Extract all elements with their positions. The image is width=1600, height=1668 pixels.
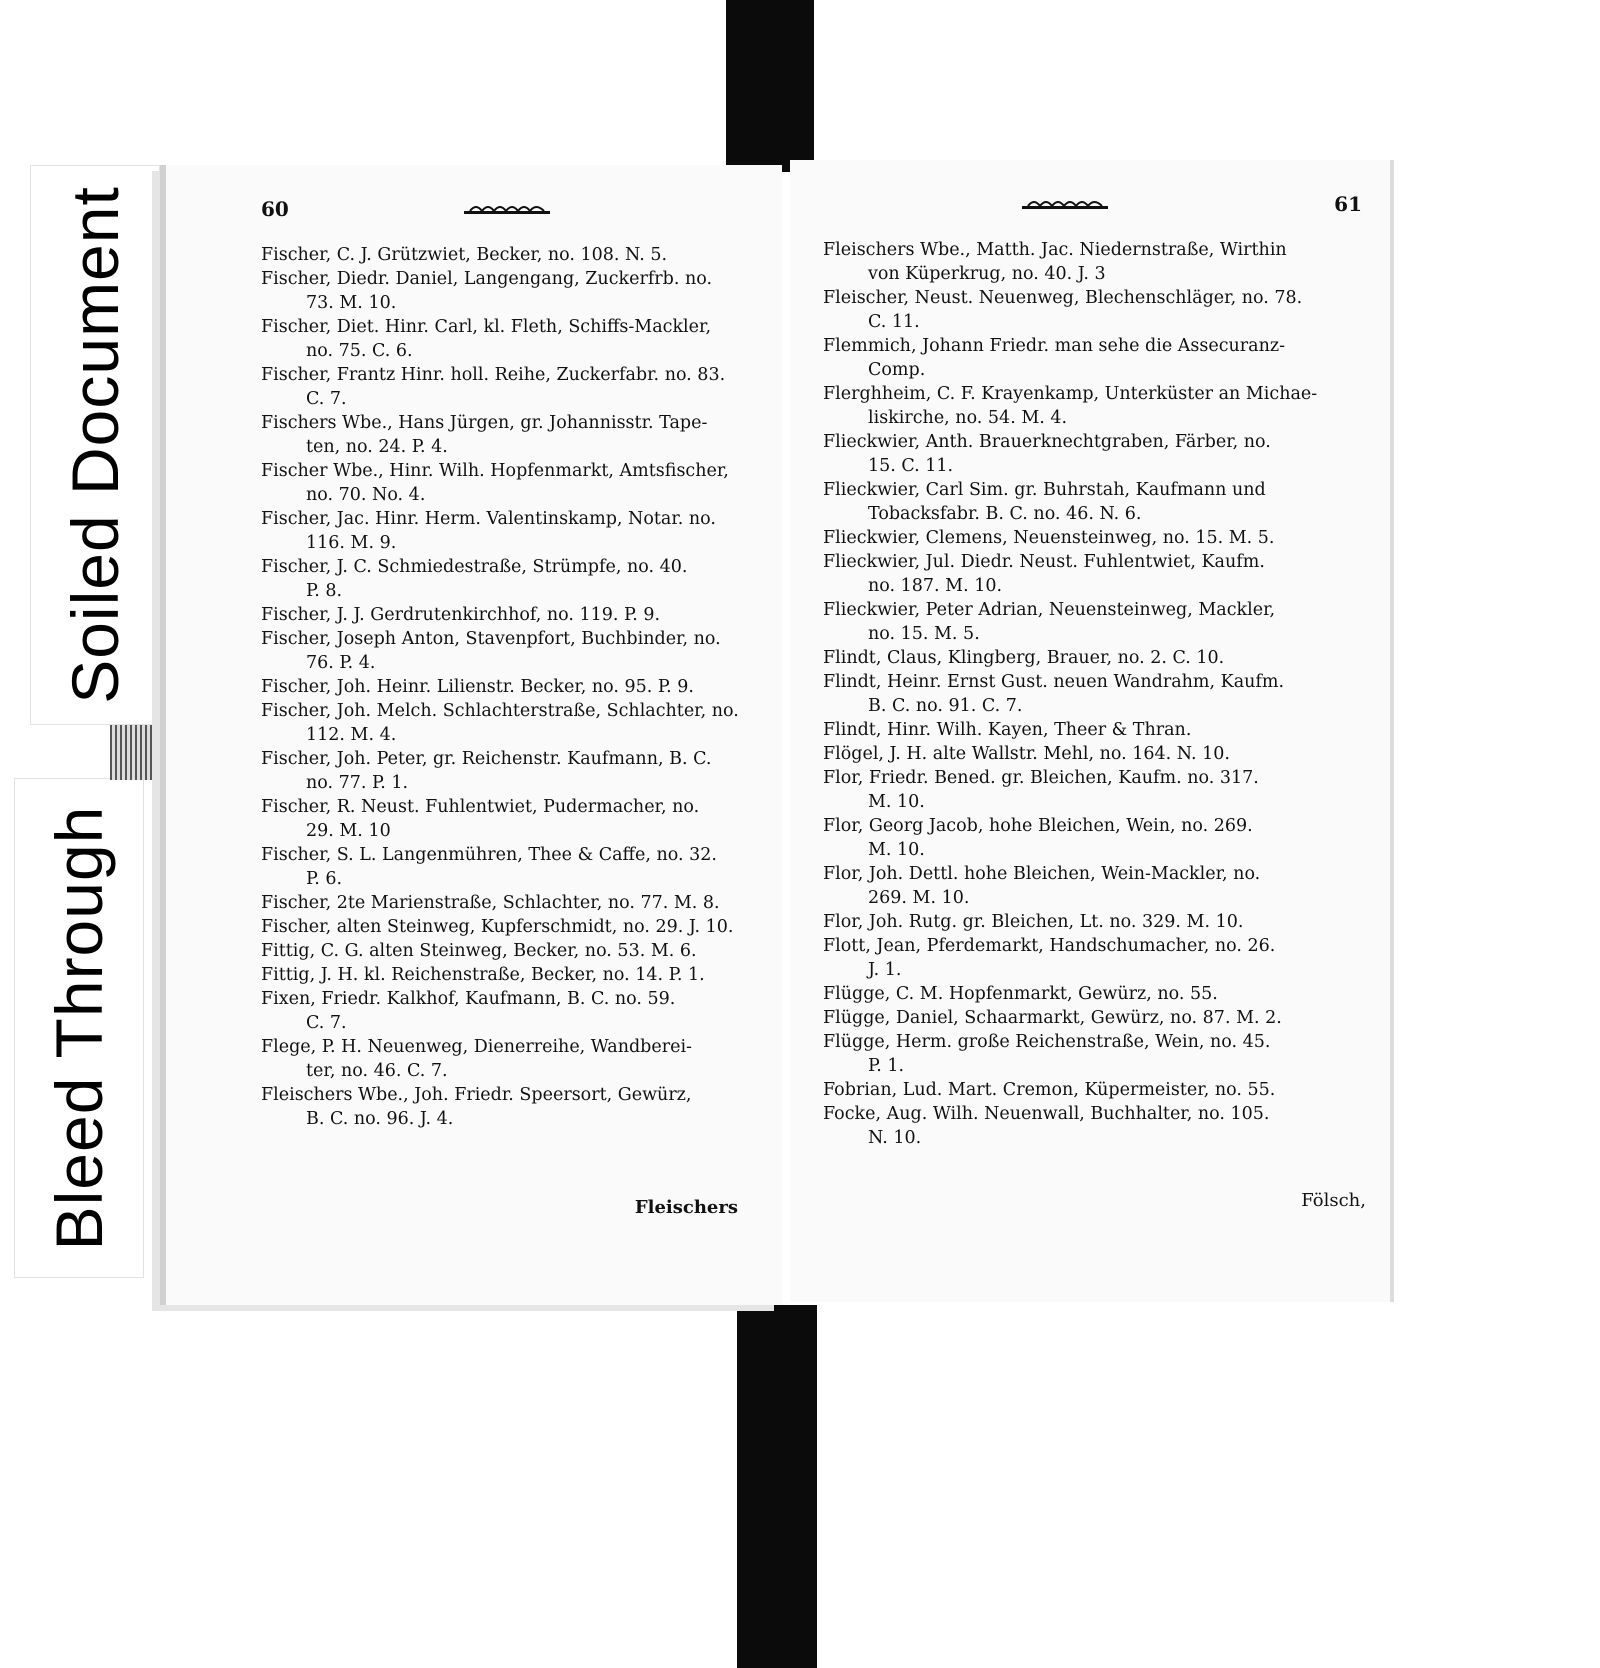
left-catchword: Fleischers xyxy=(634,1197,738,1218)
directory-entry xyxy=(261,963,751,987)
entry-continuation-line: no. 187. M. 10. xyxy=(868,576,1003,596)
entry-line: Flott, Jean, Pferdemarkt, Handschumacher, no. 26. xyxy=(823,936,1276,956)
entry-continuation-line: Comp. xyxy=(868,360,926,380)
entry-line: Fischer, Joh. Peter, gr. Reichenstr. Kaufmann, B. C. xyxy=(261,749,712,769)
directory-entry xyxy=(823,814,1313,862)
entry-continuation-line: M. 10. xyxy=(868,840,925,860)
entry-continuation-line: 112. M. 4. xyxy=(306,725,397,745)
directory-entry xyxy=(261,795,751,843)
directory-entry xyxy=(261,507,751,555)
entry-continuation-line: J. 1. xyxy=(868,960,902,980)
directory-entry xyxy=(823,1102,1313,1150)
entry-line: Flor, Georg Jacob, hohe Bleichen, Wein, no. 269. xyxy=(823,816,1253,836)
directory-entry xyxy=(261,627,751,675)
directory-entry xyxy=(261,747,751,795)
entry-continuation-line: no. 75. C. 6. xyxy=(306,341,413,361)
directory-entry xyxy=(823,670,1313,718)
directory-entry xyxy=(261,1035,751,1083)
directory-entry xyxy=(823,1006,1313,1030)
directory-entry xyxy=(261,411,751,459)
soiled-document-label xyxy=(30,165,160,725)
entry-continuation-line: 269. M. 10. xyxy=(868,888,970,908)
right-entries-list xyxy=(823,238,1318,1150)
entry-continuation-line: 15. C. 11. xyxy=(868,456,954,476)
directory-entry xyxy=(823,550,1313,598)
directory-entry xyxy=(261,843,751,891)
entry-continuation-line: M. 10. xyxy=(868,792,925,812)
entry-line: Fleischers Wbe., Matth. Jac. Niedernstraße, Wirthin xyxy=(823,240,1287,260)
directory-entry xyxy=(261,1083,751,1131)
directory-entry xyxy=(261,363,751,411)
entry-line: Fischer, R. Neust. Fuhlentwiet, Pudermacher, no. xyxy=(261,797,700,817)
entry-continuation-line: 76. P. 4. xyxy=(306,653,376,673)
entry-line: Flügge, C. M. Hopfenmarkt, Gewürz, no. 55. xyxy=(823,984,1218,1004)
directory-entry xyxy=(261,315,751,363)
entry-line: Flügge, Herm. große Reichenstraße, Wein, no. 45. xyxy=(823,1032,1271,1052)
entry-line: Flindt, Heinr. Ernst Gust. neuen Wandrahm, Kaufm. xyxy=(823,672,1285,692)
entry-line: Flieckwier, Peter Adrian, Neuensteinweg, Mackler, xyxy=(823,600,1276,620)
left-page xyxy=(160,165,782,1305)
entry-continuation-line: P. 1. xyxy=(868,1056,905,1076)
right-page-number: 61 xyxy=(1334,192,1362,216)
directory-entry xyxy=(823,526,1313,550)
directory-entry xyxy=(261,555,751,603)
left-page-number: 60 xyxy=(261,197,289,221)
directory-entry xyxy=(261,699,751,747)
directory-entry xyxy=(823,598,1313,646)
entry-continuation-line: C. 7. xyxy=(306,389,347,409)
entry-line: Fischers Wbe., Hans Jürgen, gr. Johannisstr. Tape- xyxy=(261,413,708,433)
entry-line: Fischer, Diet. Hinr. Carl, kl. Fleth, Schiffs-Mackler, xyxy=(261,317,712,337)
entry-line: Flor, Friedr. Bened. gr. Bleichen, Kaufm. no. 317. xyxy=(823,768,1259,788)
directory-entry xyxy=(823,382,1318,430)
directory-entry xyxy=(823,982,1313,1006)
entry-line: Flieckwier, Jul. Diedr. Neust. Fuhlentwiet, Kaufm. xyxy=(823,552,1265,572)
directory-entry xyxy=(823,1030,1313,1078)
entry-continuation-line: ten, no. 24. P. 4. xyxy=(306,437,448,457)
bleed-through-text: Bleed Through xyxy=(42,805,116,1251)
directory-entry xyxy=(823,910,1313,934)
directory-entry xyxy=(823,334,1313,382)
entry-continuation-line: B. C. no. 96. J. 4. xyxy=(306,1109,454,1129)
entry-line: Fischer, J. C. Schmiedestraße, Strümpfe, no. 40. xyxy=(261,557,688,577)
directory-entry xyxy=(261,603,751,627)
entry-continuation-line: P. 8. xyxy=(306,581,343,601)
entry-line: Fobrian, Lud. Mart. Cremon, Küpermeister, no. 55. xyxy=(823,1080,1276,1100)
bleed-through-label xyxy=(14,778,144,1278)
entry-line: Fleischers Wbe., Joh. Friedr. Speersort, Gewürz, xyxy=(261,1085,692,1105)
entry-line: Fixen, Friedr. Kalkhof, Kaufmann, B. C. no. 59. xyxy=(261,989,676,1009)
entry-continuation-line: B. C. no. 91. C. 7. xyxy=(868,696,1023,716)
entry-continuation-line: no. 15. M. 5. xyxy=(868,624,980,644)
entry-line: Fischer, J. J. Gerdrutenkirchhof, no. 119. P. 9. xyxy=(261,605,661,625)
entry-continuation-line: Tobacksfabr. B. C. no. 46. N. 6. xyxy=(868,504,1142,524)
directory-entry xyxy=(823,742,1313,766)
directory-entry xyxy=(823,646,1313,670)
right-page xyxy=(790,160,1394,1302)
directory-entry xyxy=(823,934,1313,982)
entry-line: Fischer, C. J. Grützwiet, Becker, no. 108. N. 5. xyxy=(261,245,668,265)
entry-line: Fischer, 2te Marienstraße, Schlachter, no. 77. M. 8. xyxy=(261,893,720,913)
entry-continuation-line: C. 7. xyxy=(306,1013,347,1033)
entry-line: Flege, P. H. Neuenweg, Dienerreihe, Wandberei- xyxy=(261,1037,692,1057)
right-catchword: Fölsch, xyxy=(1301,1190,1366,1211)
entry-line: Flindt, Claus, Klingberg, Brauer, no. 2. C. 10. xyxy=(823,648,1225,668)
directory-entry xyxy=(823,718,1313,742)
entry-line: Flügge, Daniel, Schaarmarkt, Gewürz, no. 87. M. 2. xyxy=(823,1008,1282,1028)
entry-continuation-line: 29. M. 10 xyxy=(306,821,391,841)
directory-entry xyxy=(261,459,751,507)
entry-line: Flieckwier, Carl Sim. gr. Buhrstah, Kaufmann und xyxy=(823,480,1266,500)
directory-entry xyxy=(261,675,751,699)
directory-entry xyxy=(823,430,1313,478)
entry-line: Focke, Aug. Wilh. Neuenwall, Buchhalter, no. 105. xyxy=(823,1104,1270,1124)
binding-bar-top xyxy=(726,0,814,172)
entry-continuation-line: N. 10. xyxy=(868,1128,922,1148)
entry-line: Flindt, Hinr. Wilh. Kayen, Theer & Thran. xyxy=(823,720,1192,740)
ornament-rule-icon xyxy=(464,201,550,215)
directory-entry xyxy=(261,915,751,939)
binding-bar-bottom xyxy=(737,1305,817,1668)
directory-entry xyxy=(261,939,751,963)
directory-entry xyxy=(823,766,1313,814)
entry-line: Flieckwier, Anth. Brauerknechtgraben, Färber, no. xyxy=(823,432,1271,452)
entry-continuation-line: 116. M. 9. xyxy=(306,533,397,553)
entry-continuation-line: no. 70. No. 4. xyxy=(306,485,426,505)
entry-line: Fischer, Joh. Heinr. Lilienstr. Becker, no. 95. P. 9. xyxy=(261,677,694,697)
entry-line: Fischer, Frantz Hinr. holl. Reihe, Zuckerfabr. no. 83. xyxy=(261,365,726,385)
directory-entry xyxy=(823,286,1313,334)
entry-line: Fischer, Joh. Melch. Schlachterstraße, Schlachter, no. xyxy=(261,701,739,721)
entry-continuation-line: von Küperkrug, no. 40. J. 3 xyxy=(868,264,1106,284)
entry-continuation-line: ter, no. 46. C. 7. xyxy=(306,1061,448,1081)
directory-entry xyxy=(823,1078,1313,1102)
entry-line: Fischer, Diedr. Daniel, Langengang, Zuckerfrb. no. xyxy=(261,269,713,289)
entry-line: Flor, Joh. Dettl. hohe Bleichen, Wein-Mackler, no. xyxy=(823,864,1261,884)
entry-line: Fischer Wbe., Hinr. Wilh. Hopfenmarkt, Amtsfischer, xyxy=(261,461,729,481)
entry-line: Flieckwier, Clemens, Neuensteinweg, no. 15. M. 5. xyxy=(823,528,1275,548)
directory-entry xyxy=(261,243,751,267)
directory-entry xyxy=(261,891,751,915)
entry-continuation-line: C. 11. xyxy=(868,312,920,332)
entry-continuation-line: no. 77. P. 1. xyxy=(306,773,409,793)
page-edge-strip xyxy=(110,725,160,780)
entry-line: Fittig, C. G. alten Steinweg, Becker, no. 53. M. 6. xyxy=(261,941,697,961)
directory-entry xyxy=(823,238,1313,286)
entry-line: Flerghheim, C. F. Krayenkamp, Unterküster an Michae- xyxy=(823,384,1318,404)
soiled-document-text: Soiled Document xyxy=(58,186,132,704)
left-entries-list xyxy=(261,243,751,1131)
entry-line: Fittig, J. H. kl. Reichenstraße, Becker, no. 14. P. 1. xyxy=(261,965,705,985)
directory-entry xyxy=(261,987,751,1035)
directory-entry xyxy=(823,862,1313,910)
entry-continuation-line: P. 6. xyxy=(306,869,343,889)
entry-line: Fischer, Jac. Hinr. Herm. Valentinskamp, Notar. no. xyxy=(261,509,716,529)
entry-continuation-line: 73. M. 10. xyxy=(306,293,397,313)
entry-line: Flögel, J. H. alte Wallstr. Mehl, no. 164. N. 10. xyxy=(823,744,1230,764)
directory-entry xyxy=(261,267,751,315)
entry-line: Fischer, S. L. Langenmühren, Thee & Caffe, no. 32. xyxy=(261,845,717,865)
directory-entry xyxy=(823,478,1313,526)
ornament-rule-icon xyxy=(1022,196,1108,210)
entry-line: Fischer, alten Steinweg, Kupferschmidt, no. 29. J. 10. xyxy=(261,917,734,937)
entry-line: Flor, Joh. Rutg. gr. Bleichen, Lt. no. 329. M. 10. xyxy=(823,912,1244,932)
entry-line: Fleischer, Neust. Neuenweg, Blechenschläger, no. 78. xyxy=(823,288,1303,308)
entry-line: Flemmich, Johann Friedr. man sehe die Assecuranz- xyxy=(823,336,1286,356)
entry-line: Fischer, Joseph Anton, Stavenpfort, Buchbinder, no. xyxy=(261,629,721,649)
entry-continuation-line: liskirche, no. 54. M. 4. xyxy=(868,408,1068,428)
